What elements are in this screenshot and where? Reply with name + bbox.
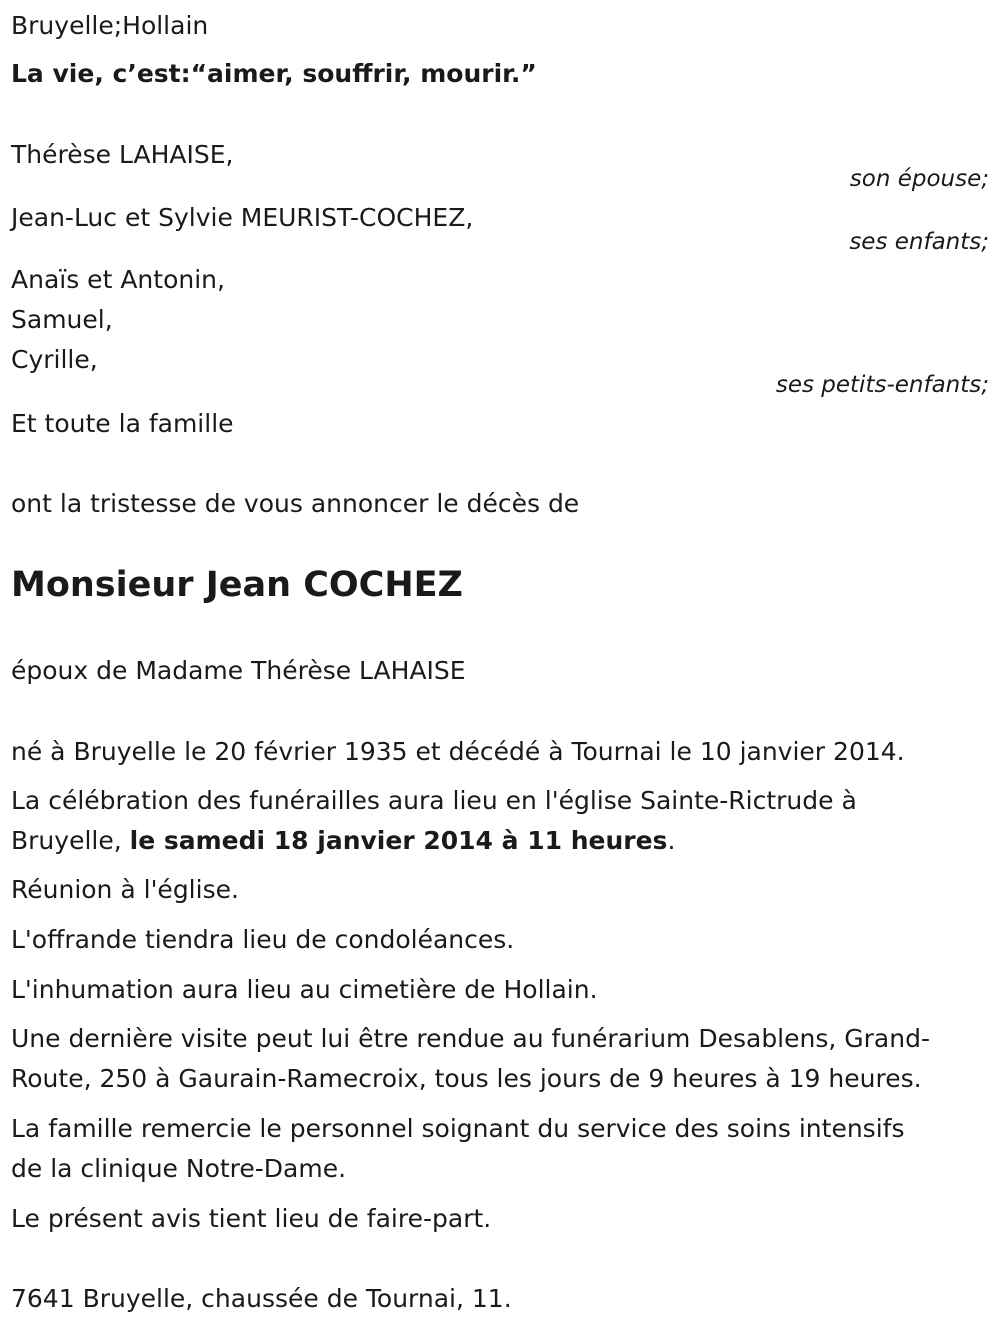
grandchildren-role: ses petits-enfants;	[775, 372, 989, 398]
thanks-line-1: La famille remercie le personnel soignant du service des soins intensifs	[11, 1114, 905, 1143]
whole-family: Et toute la famille	[11, 409, 234, 438]
offering: L'offrande tiendra lieu de condoléances.	[11, 925, 515, 954]
spouse-of: époux de Madame Thérèse LAHAISE	[11, 656, 466, 685]
location-header: Bruyelle;Hollain	[11, 11, 209, 40]
visit-line-1: Une dernière visite peut lui être rendue au funérarium Desablens, Grand-	[11, 1024, 930, 1053]
deceased-name: Monsieur Jean COCHEZ	[11, 565, 463, 605]
address: 7641 Bruyelle, chaussée de Tournai, 11.	[11, 1284, 512, 1313]
birth-death: né à Bruyelle le 20 février 1935 et décédé à Tournai le 10 janvier 2014.	[11, 737, 905, 766]
funeral-line-1: La célébration des funérailles aura lieu en l'église Sainte-Rictrude à	[11, 786, 857, 815]
burial: L'inhumation aura lieu au cimetière de Hollain.	[11, 975, 598, 1004]
grandchild-2: Samuel,	[11, 305, 113, 334]
grandchild-1: Anaïs et Antonin,	[11, 265, 225, 294]
children-role: ses enfants;	[849, 229, 989, 255]
funeral-date: le samedi 18 janvier 2014 à 11 heures	[129, 826, 668, 855]
announcement: ont la tristesse de vous annoncer le décès de	[11, 489, 580, 518]
children-names: Jean-Luc et Sylvie MEURIST-COCHEZ,	[11, 203, 474, 232]
spouse-role: son épouse;	[849, 166, 989, 192]
spouse-name: Thérèse LAHAISE,	[11, 140, 234, 169]
thanks-line-2: de la clinique Notre-Dame.	[11, 1154, 347, 1183]
quote: La vie, c’est:“aimer, souffrir, mourir.”	[11, 59, 537, 88]
visit-line-2: Route, 250 à Gaurain-Ramecroix, tous les jours de 9 heures à 19 heures.	[11, 1064, 922, 1093]
reunion: Réunion à l'église.	[11, 875, 239, 904]
grandchild-3: Cyrille,	[11, 345, 98, 374]
notice: Le présent avis tient lieu de faire-part.	[11, 1204, 492, 1233]
funeral-period: .	[667, 826, 676, 855]
funeral-line-2	[11, 821, 675, 861]
funeral-place: Bruyelle,	[11, 826, 130, 855]
